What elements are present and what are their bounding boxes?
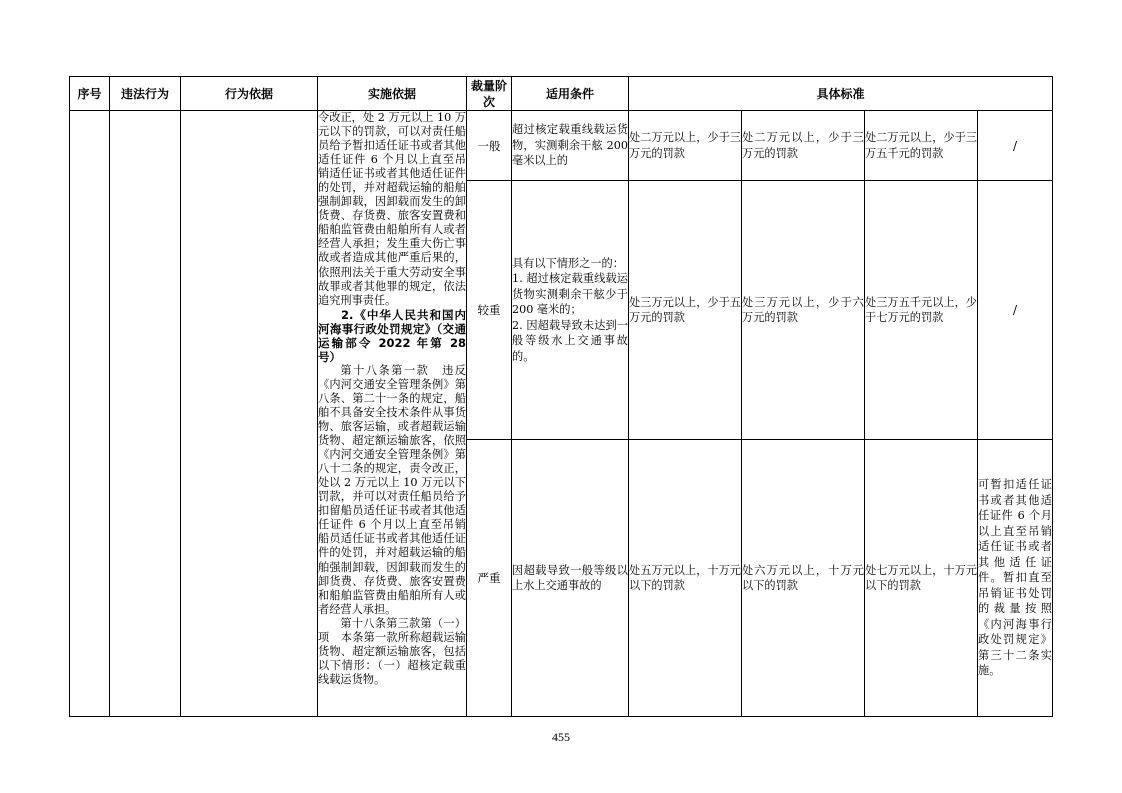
seq-cell bbox=[70, 111, 110, 717]
penalty-standard-table bbox=[69, 76, 1053, 717]
basis-regulation-title: 2.《中华人民共和国内河海事行政处罚规定》（交通运输部令 2022 年第 28 号） bbox=[318, 307, 466, 364]
standard-cell: 处七万元以上，十万元以下的罚款 bbox=[865, 440, 978, 717]
level-cell: 较重 bbox=[467, 181, 512, 440]
level-cell: 严重 bbox=[467, 440, 512, 717]
violation-cell bbox=[110, 111, 181, 717]
basis-paragraph: 第十八条第一款 违反《内河交通安全管理条例》第八条、第二十一条的规定，船舶不具备安全技术条件从事货物、旅客运输，或者超载运输货物、超定额运输旅客，依照《内河交通安全管理条例》第八十二条的规定，责令改正，处以 2 万元以上 10 万元以下罚款，并可以对责任船员给予扣留船员适任证书或者其他适任证件 6 个月以上直至吊销船员适任证书或者其他适任证件的处罚，并对超载运输的船舶强制卸载，因卸载而发生的卸货费、存货费、旅客安置费和船舶监管费由船舶所有人或者经营人承担。 bbox=[318, 363, 466, 616]
table-row bbox=[70, 111, 1053, 181]
basis-paragraph: 第十八条第三款第（一）项 本条第一款所称超载运输货物、超定额运输旅客，包括以下情形：（一）超核定载重线载运货物。 bbox=[318, 616, 466, 686]
standard-cell: 处二万元以上，少于三万五千元的罚款 bbox=[865, 111, 978, 181]
standard-cell: 处二万元以上，少于三万元的罚款 bbox=[742, 111, 865, 181]
standard-cell: 处五万元以上，十万元以下的罚款 bbox=[629, 440, 742, 717]
basis-paragraph: 令改正，处 2 万元以上 10 万元以下的罚款，可以对责任船员给予暂扣适任证书或者其他适任证件 6 个月以上直至吊销适任证书或者其他适任证件的处罚，并对超载运输的船舶强制卸载，因卸载而发生的卸货费、存货费、旅客安置费和船舶监管费由船舶所有人或者经营人承担；发生重大伤亡事故或者造成其他严重后果的，依照刑法关于重大劳动安全事故罪或者其他罪的规定，依法追究刑事责任。 bbox=[318, 111, 466, 307]
header-impl-basis: 实施依据 bbox=[318, 77, 467, 111]
header-seq: 序号 bbox=[70, 77, 110, 111]
standard-cell: 可暂扣适任证书或者其他适任证件 6 个月以上直至吊销适任证书或者其他适任证件。暂扣直至吊销证书处罚的裁量按照《内河海事行政处罚规定》第三十二条实施。 bbox=[978, 440, 1053, 717]
header-row bbox=[70, 77, 1053, 111]
header-violation: 违法行为 bbox=[110, 77, 181, 111]
standard-cell: 处六万元以上，十万元以下的罚款 bbox=[742, 440, 865, 717]
impl-basis-cell bbox=[318, 111, 467, 717]
standard-cell: 处二万元以上，少于三万元的罚款 bbox=[629, 111, 742, 181]
header-level: 裁量阶次 bbox=[467, 77, 512, 111]
standard-cell: 处三万元以上，少于五万元的罚款 bbox=[629, 181, 742, 440]
standard-cell: 处三万元以上，少于六万元的罚款 bbox=[742, 181, 865, 440]
header-conduct-basis: 行为依据 bbox=[181, 77, 318, 111]
conduct-basis-cell bbox=[181, 111, 318, 717]
condition-cell: 具有以下情形之一的： 1. 超过核定载重线载运货物实测剩余干舷少于 200 毫米的； 2. 因超载导致未达到一般等级水上交通事故的。 bbox=[512, 181, 629, 440]
standard-cell: / bbox=[978, 181, 1053, 440]
standard-cell: / bbox=[978, 111, 1053, 181]
condition-cell: 因超载导致一般等级以上水上交通事故的 bbox=[512, 440, 629, 717]
page-number: 455 bbox=[552, 730, 570, 744]
condition-cell: 超过核定载重线载运货物，实测剩余干舷 200 毫米以上的 bbox=[512, 111, 629, 181]
header-condition: 适用条件 bbox=[512, 77, 629, 111]
standard-cell: 处三万五千元以上，少于七万元的罚款 bbox=[865, 181, 978, 440]
level-cell: 一般 bbox=[467, 111, 512, 181]
header-standard: 具体标准 bbox=[629, 77, 1053, 111]
